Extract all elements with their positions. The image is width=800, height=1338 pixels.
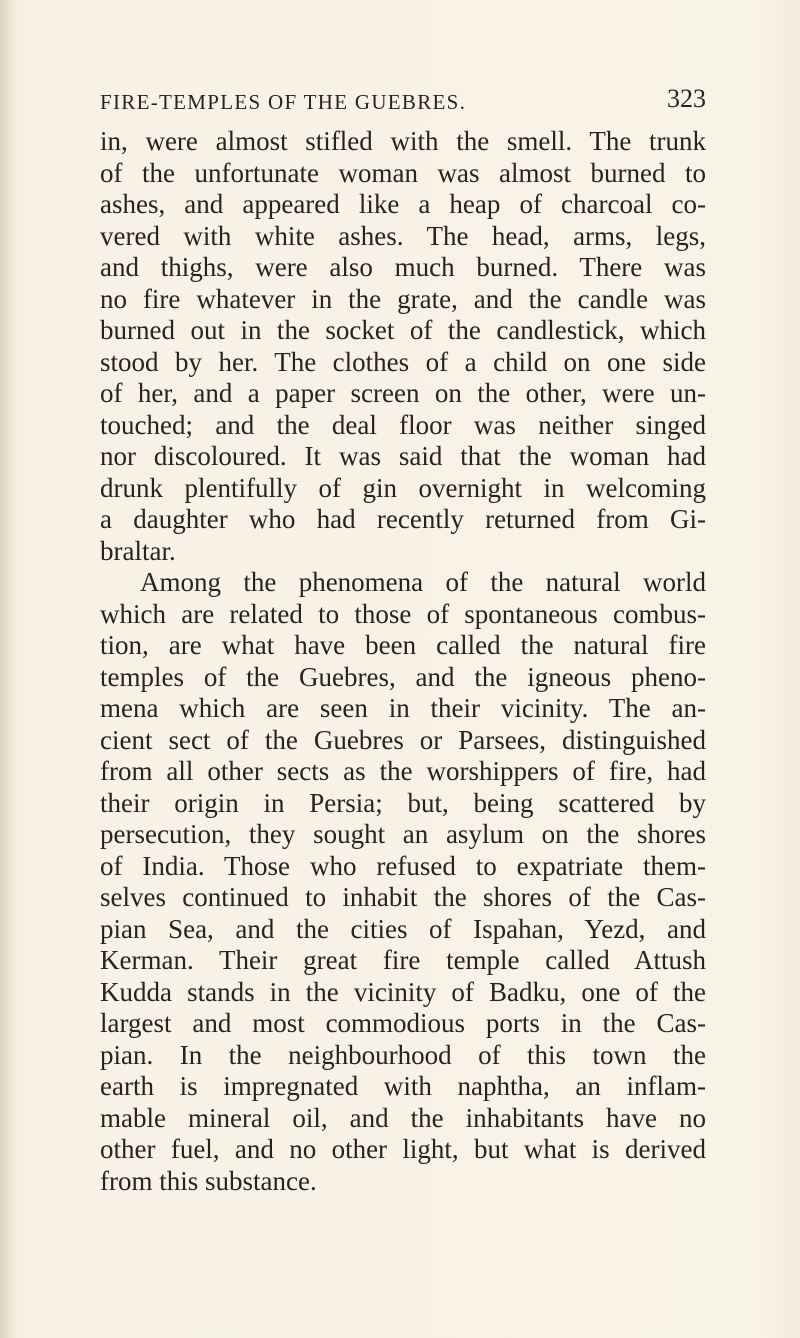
text-line: of India. Those who refused to expatriate them- <box>100 850 706 881</box>
text-line-paragraph-start: Among the phenomena of the natural world <box>140 567 706 597</box>
page-gutter-shadow <box>0 0 14 1338</box>
text-line: mable mineral oil, and the inhabitants have no <box>100 1102 706 1133</box>
running-head <box>100 80 706 120</box>
page-number: 323 <box>667 84 706 113</box>
text-line: no fire whatever in the grate, and the candle was <box>100 283 706 314</box>
text-line: in, were almost stifled with the smell. The trunk <box>100 126 706 156</box>
text-line: of her, and a paper screen on the other, were un- <box>100 378 706 408</box>
text-line: selves continued to inhabit the shores of the Cas- <box>100 882 706 912</box>
text-line: persecution, they sought an asylum on the shores <box>100 819 706 849</box>
text-line: a daughter who had recently returned from Gi- <box>100 504 706 534</box>
text-line: vered with white ashes. The head, arms, legs, <box>100 220 706 251</box>
text-line: stood by her. The clothes of a child on one side <box>100 346 706 377</box>
text-line: which are related to those of spontaneous combus- <box>100 598 706 629</box>
text-line: mena which are seen in their vicinity. The an- <box>100 693 706 723</box>
body-text <box>100 126 706 1197</box>
text-line: Kudda stands in the vicinity of Badku, one of the <box>100 976 706 1007</box>
text-line: Kerman. Their great fire temple called Attush <box>100 945 706 975</box>
text-line: other fuel, and no other light, but what is derived <box>100 1134 706 1164</box>
text-line-paragraph-end: from this substance. <box>100 1165 317 1196</box>
text-line: temples of the Guebres, and the igneous pheno- <box>100 661 706 692</box>
text-line: pian Sea, and the cities of Ispahan, Yezd, and <box>100 913 706 944</box>
text-line: of the unfortunate woman was almost burned to <box>100 157 706 188</box>
text-line: burned out in the socket of the candlestick, which <box>100 315 706 345</box>
text-line: their origin in Persia; but, being scattered by <box>100 787 706 818</box>
text-line: tion, are what have been called the natural fire <box>100 630 706 660</box>
text-line: ashes, and appeared like a heap of charcoal co- <box>100 189 706 219</box>
running-title: FIRE-TEMPLES OF THE GUEBRES. <box>100 90 467 114</box>
text-line: pian. In the neighbourhood of this town the <box>100 1039 706 1070</box>
text-line: nor discoloured. It was said that the woman had <box>100 441 706 471</box>
text-line: touched; and the deal floor was neither singed <box>100 409 706 440</box>
text-line: largest and most commodious ports in the Cas- <box>100 1008 706 1038</box>
text-line: earth is impregnated with naphtha, an inflam- <box>100 1071 706 1101</box>
text-line: cient sect of the Guebres or Parsees, distinguished <box>100 724 706 755</box>
text-line: drunk plentifully of gin overnight in welcoming <box>100 472 706 503</box>
text-line-paragraph-end: braltar. <box>100 535 176 566</box>
text-line: and thighs, were also much burned. There was <box>100 252 706 282</box>
text-line: from all other sects as the worshippers of fire, had <box>100 756 706 786</box>
